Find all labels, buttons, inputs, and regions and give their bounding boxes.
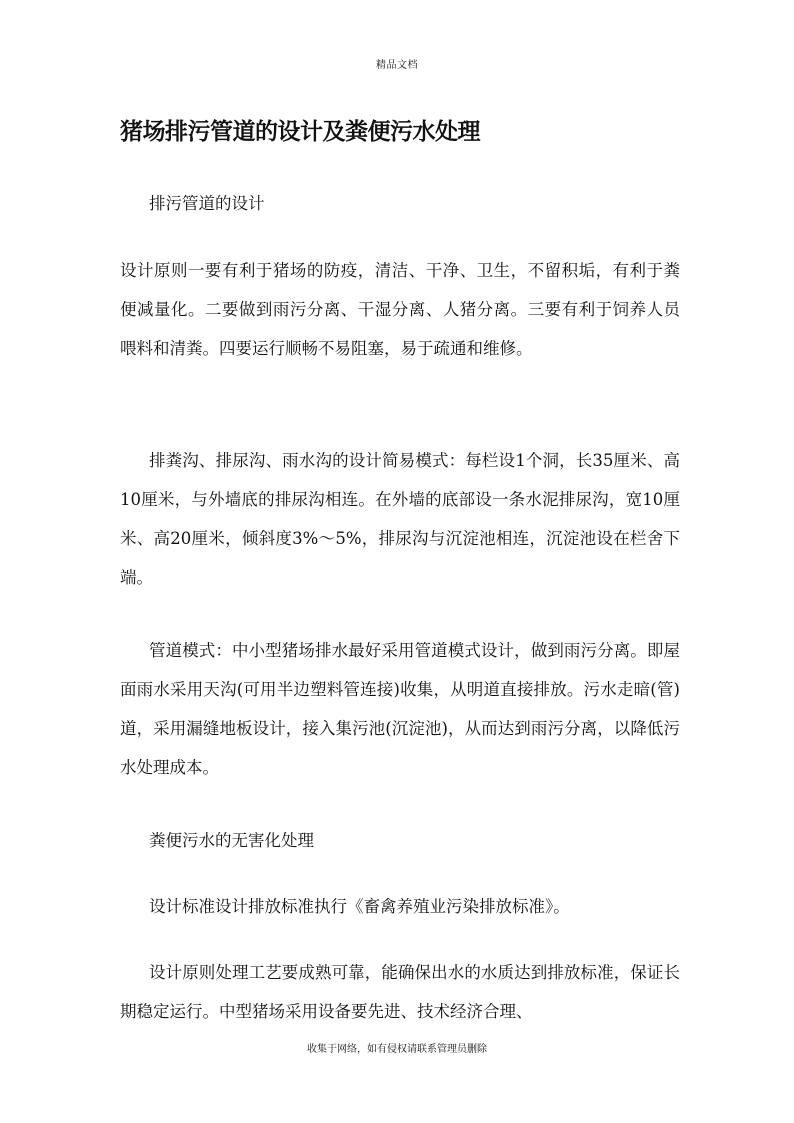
page-header: 精品文档 [376,60,418,71]
section-heading-pipe-design: 排污管道的设计 [149,194,265,213]
paragraph-design-principles: 设计原则一要有利于猪场的防疫，清洁、干净、卫生，不留积垢，有利于粪便减量化。二要做到雨污分离、干湿分离、人猪分离。三要有利于饲养人员喂料和清粪。四要运行顺畅不易阻塞，易于疏通和维修。 [120,261,680,358]
section-heading-harmless-treatment: 粪便污水的无害化处理 [149,831,314,850]
paragraph-ditch-design: 排粪沟、排尿沟、雨水沟的设计简易模式：每栏设1个洞，长35厘米、高10厘米，与外墙底的排尿沟相连。在外墙的底部设一条水泥排尿沟，宽10厘米、高20厘米，倾斜度3%～5%，排尿沟与沉淀池相连，沉淀池设在栏舍下端。 [120,451,680,587]
document-title: 猪场排污管道的设计及粪便污水处理 [120,119,480,145]
page-footer: 收集于网络，如有侵权请联系管理员删除 [307,1044,487,1055]
paragraph-design-standard: 设计标准设计排放标准执行《畜禽养殖业污染排放标准》。 [149,897,570,916]
paragraph-pipe-mode: 管道模式：中小型猪场排水最好采用管道模式设计，做到雨污分离。即屋面雨水采用天沟(可用半边塑料管连接)收集，从明道直接排放。污水走暗(管)道，采用漏缝地板设计，接入集污池(沉淀池)，从而达到雨污分离，以降低污水处理成本。 [120,641,680,777]
paragraph-treatment-principles: 设计原则处理工艺要成熟可靠，能确保出水的水质达到排放标准，保证长期稳定运行。中型猪场采用设备要先进、技术经济合理、 [120,963,680,1021]
